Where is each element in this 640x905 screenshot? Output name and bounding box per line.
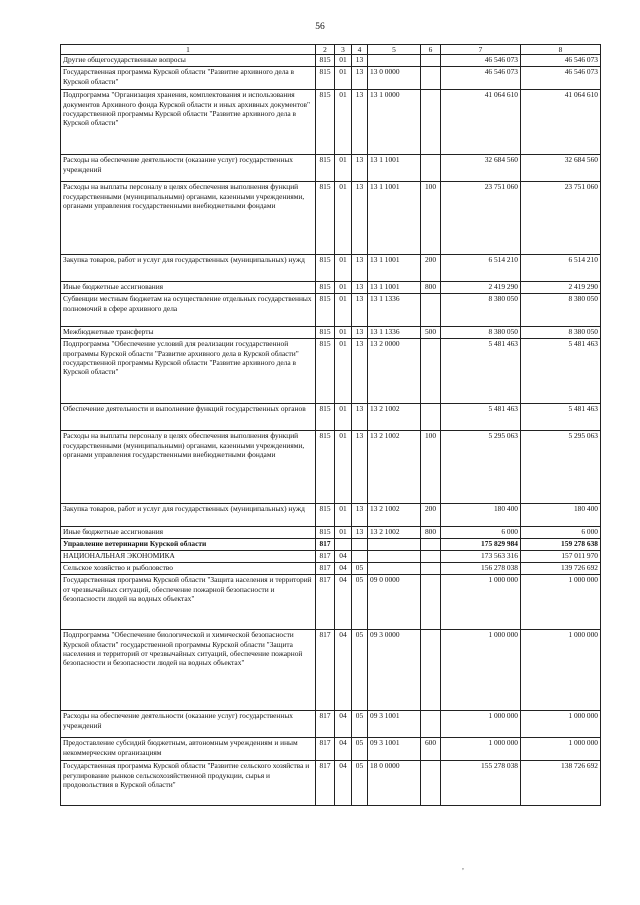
cell-target: 13 0 0000 <box>368 67 421 90</box>
cell-section: 04 <box>335 551 352 563</box>
cell-expense: 600 <box>421 738 441 761</box>
cell-amount2: 41 064 610 <box>521 90 601 155</box>
cell-subsection: 05 <box>352 761 368 806</box>
table-row <box>61 294 601 327</box>
cell-target: 13 2 1002 <box>368 527 421 539</box>
cell-code: 817 <box>316 761 335 806</box>
cell-target: 13 1 1336 <box>368 294 421 327</box>
cell-expense <box>421 563 441 575</box>
cell-expense <box>421 339 441 404</box>
cell-target: 09 3 1001 <box>368 738 421 761</box>
cell-expense <box>421 575 441 630</box>
cell-expense <box>421 711 441 738</box>
cell-amount2: 180 400 <box>521 504 601 527</box>
cell-amount1: 155 278 038 <box>441 761 521 806</box>
table-row <box>61 282 601 294</box>
cell-amount2: 1 000 000 <box>521 575 601 630</box>
header-cell-section: 3 <box>335 45 352 55</box>
budget-table <box>60 44 601 806</box>
cell-target: 09 3 1001 <box>368 711 421 738</box>
table-header-row <box>61 45 601 55</box>
table-row <box>61 431 601 504</box>
cell-section: 01 <box>335 504 352 527</box>
cell-subsection <box>352 551 368 563</box>
cell-target: 13 2 1002 <box>368 504 421 527</box>
cell-subsection: 13 <box>352 339 368 404</box>
cell-amount2: 6 000 <box>521 527 601 539</box>
cell-subsection: 13 <box>352 527 368 539</box>
cell-amount2: 5 295 063 <box>521 431 601 504</box>
cell-code: 815 <box>316 255 335 282</box>
cell-subsection: 13 <box>352 55 368 67</box>
cell-amount2: 1 000 000 <box>521 630 601 711</box>
cell-amount2: 46 546 073 <box>521 67 601 90</box>
table-row <box>61 551 601 563</box>
cell-code: 815 <box>316 504 335 527</box>
cell-code: 817 <box>316 539 335 551</box>
cell-amount2: 138 726 692 <box>521 761 601 806</box>
cell-amount2: 32 684 560 <box>521 155 601 182</box>
cell-name: Расходы на выплаты персоналу в целях обеспечения выполнения функций государственными (муниципальными) органами, казенными учреждениями, органами управления государственными внебюджетными фондами <box>61 431 316 504</box>
cell-expense: 800 <box>421 527 441 539</box>
table-row <box>61 339 601 404</box>
cell-target: 09 0 0000 <box>368 575 421 630</box>
cell-target: 13 1 1001 <box>368 255 421 282</box>
cell-code: 815 <box>316 339 335 404</box>
cell-name: Государственная программа Курской области "Развитие сельского хозяйства и регулирование рынков сельскохозяйственной продукции, сырья и продовольствия в Курской области" <box>61 761 316 806</box>
cell-amount1: 5 481 463 <box>441 339 521 404</box>
cell-amount1: 46 546 073 <box>441 67 521 90</box>
cell-amount2: 5 481 463 <box>521 339 601 404</box>
cell-code: 817 <box>316 551 335 563</box>
cell-subsection <box>352 539 368 551</box>
cell-code: 815 <box>316 90 335 155</box>
cell-amount2: 139 726 692 <box>521 563 601 575</box>
cell-name: Другие общегосударственные вопросы <box>61 55 316 67</box>
cell-expense: 500 <box>421 327 441 339</box>
cell-subsection: 05 <box>352 630 368 711</box>
cell-amount1: 1 000 000 <box>441 711 521 738</box>
header-cell-name: 1 <box>61 45 316 55</box>
cell-section: 04 <box>335 761 352 806</box>
cell-subsection: 13 <box>352 182 368 255</box>
table-row <box>61 67 601 90</box>
table-row <box>61 327 601 339</box>
cell-section: 01 <box>335 55 352 67</box>
cell-amount2: 1 000 000 <box>521 711 601 738</box>
cell-code: 815 <box>316 527 335 539</box>
cell-amount2: 46 546 073 <box>521 55 601 67</box>
cell-name: Иные бюджетные ассигнования <box>61 527 316 539</box>
cell-amount1: 180 400 <box>441 504 521 527</box>
cell-name: Государственная программа Курской области "Развитие архивного дела в Курской области" <box>61 67 316 90</box>
cell-expense <box>421 551 441 563</box>
cell-section: 01 <box>335 255 352 282</box>
cell-amount1: 8 380 050 <box>441 327 521 339</box>
cell-section: 01 <box>335 182 352 255</box>
cell-amount2: 8 380 050 <box>521 327 601 339</box>
cell-name: Подпрограмма "Обеспечение условий для реализации государственной программы Курской области "Развитие архивного дела в Курской области" государственной программы Курской области "Развитие архивного дела в Курской области" <box>61 339 316 404</box>
cell-amount2: 8 380 050 <box>521 294 601 327</box>
cell-name: Субвенции местным бюджетам на осуществление отдельных государственных полномочий в сфере архивного дела <box>61 294 316 327</box>
cell-amount1: 173 563 316 <box>441 551 521 563</box>
cell-section: 01 <box>335 67 352 90</box>
cell-code: 815 <box>316 55 335 67</box>
cell-expense: 100 <box>421 431 441 504</box>
cell-code: 815 <box>316 282 335 294</box>
cell-amount2: 157 011 970 <box>521 551 601 563</box>
cell-subsection: 13 <box>352 282 368 294</box>
cell-target: 13 2 0000 <box>368 339 421 404</box>
cell-amount2: 159 278 638 <box>521 539 601 551</box>
page-number: 56 <box>315 22 325 32</box>
table-row <box>61 527 601 539</box>
cell-amount2: 2 419 290 <box>521 282 601 294</box>
table-row <box>61 563 601 575</box>
cell-code: 817 <box>316 711 335 738</box>
table-body <box>61 55 601 806</box>
cell-subsection: 13 <box>352 504 368 527</box>
cell-target: 13 1 0000 <box>368 90 421 155</box>
cell-code: 815 <box>316 404 335 431</box>
cell-name: Межбюджетные трансферты <box>61 327 316 339</box>
cell-name: Расходы на обеспечение деятельности (оказание услуг) государственных учреждений <box>61 155 316 182</box>
cell-subsection: 05 <box>352 563 368 575</box>
cell-code: 817 <box>316 630 335 711</box>
cell-expense <box>421 294 441 327</box>
cell-code: 815 <box>316 327 335 339</box>
cell-code: 815 <box>316 67 335 90</box>
cell-expense <box>421 630 441 711</box>
cell-amount1: 1 000 000 <box>441 630 521 711</box>
cell-amount1: 5 295 063 <box>441 431 521 504</box>
cell-target: 13 2 1002 <box>368 404 421 431</box>
cell-section: 01 <box>335 339 352 404</box>
cell-target: 18 0 0000 <box>368 761 421 806</box>
cell-amount2: 23 751 060 <box>521 182 601 255</box>
cell-amount1: 1 000 000 <box>441 575 521 630</box>
cell-amount1: 46 546 073 <box>441 55 521 67</box>
footer-mark: , <box>462 862 464 871</box>
cell-expense <box>421 761 441 806</box>
cell-amount1: 1 000 000 <box>441 738 521 761</box>
cell-name: Предоставление субсидий бюджетным, автономным учреждениям и иным некоммерческим организациям <box>61 738 316 761</box>
cell-expense <box>421 155 441 182</box>
cell-target <box>368 539 421 551</box>
cell-expense <box>421 67 441 90</box>
cell-amount1: 8 380 050 <box>441 294 521 327</box>
cell-name: Сельское хозяйство и рыболовство <box>61 563 316 575</box>
header-cell-amount1: 7 <box>441 45 521 55</box>
cell-amount2: 5 481 463 <box>521 404 601 431</box>
cell-code: 815 <box>316 155 335 182</box>
cell-name: Обеспечение деятельности и выполнение функций государственных органов <box>61 404 316 431</box>
cell-section: 04 <box>335 711 352 738</box>
cell-name: Закупка товаров, работ и услуг для государственных (муниципальных) нужд <box>61 255 316 282</box>
cell-expense: 200 <box>421 255 441 282</box>
cell-subsection: 13 <box>352 67 368 90</box>
cell-expense <box>421 404 441 431</box>
cell-code: 815 <box>316 294 335 327</box>
table-row <box>61 504 601 527</box>
cell-subsection: 13 <box>352 294 368 327</box>
cell-section: 01 <box>335 294 352 327</box>
cell-expense <box>421 539 441 551</box>
cell-code: 817 <box>316 575 335 630</box>
cell-code: 815 <box>316 182 335 255</box>
cell-name: Расходы на обеспечение деятельности (оказание услуг) государственных учреждений <box>61 711 316 738</box>
header-cell-target: 5 <box>368 45 421 55</box>
cell-name: Подпрограмма "Обеспечение биологической и химической безопасности Курской области" государственной программы Курской области "Защита населения и территорий от чрезвычайных ситуаций, обеспечение пожарной безопасности и безопасности людей на водных объектах" <box>61 630 316 711</box>
table-row <box>61 55 601 67</box>
cell-target: 13 1 1001 <box>368 182 421 255</box>
table-row <box>61 711 601 738</box>
cell-amount1: 41 064 610 <box>441 90 521 155</box>
cell-expense <box>421 55 441 67</box>
cell-section: 04 <box>335 630 352 711</box>
cell-subsection: 13 <box>352 404 368 431</box>
table-row <box>61 761 601 806</box>
cell-subsection: 05 <box>352 575 368 630</box>
cell-target <box>368 563 421 575</box>
cell-amount2: 6 514 210 <box>521 255 601 282</box>
cell-section: 01 <box>335 527 352 539</box>
header-cell-subsection: 4 <box>352 45 368 55</box>
cell-subsection: 13 <box>352 327 368 339</box>
cell-code: 817 <box>316 738 335 761</box>
table-row <box>61 90 601 155</box>
cell-code: 815 <box>316 431 335 504</box>
cell-section: 01 <box>335 431 352 504</box>
cell-amount1: 32 684 560 <box>441 155 521 182</box>
cell-name: НАЦИОНАЛЬНАЯ ЭКОНОМИКА <box>61 551 316 563</box>
cell-section: 01 <box>335 90 352 155</box>
cell-name: Закупка товаров, работ и услуг для государственных (муниципальных) нужд <box>61 504 316 527</box>
table-row <box>61 182 601 255</box>
cell-amount1: 156 278 038 <box>441 563 521 575</box>
cell-amount1: 6 000 <box>441 527 521 539</box>
cell-section: 01 <box>335 155 352 182</box>
cell-target: 13 2 1002 <box>368 431 421 504</box>
cell-subsection: 05 <box>352 711 368 738</box>
cell-target: 09 3 0000 <box>368 630 421 711</box>
cell-section: 01 <box>335 404 352 431</box>
table-row <box>61 155 601 182</box>
header-cell-expense: 6 <box>421 45 441 55</box>
cell-section: 01 <box>335 327 352 339</box>
cell-subsection: 05 <box>352 738 368 761</box>
cell-subsection: 13 <box>352 90 368 155</box>
cell-target: 13 1 1001 <box>368 282 421 294</box>
cell-section: 01 <box>335 282 352 294</box>
cell-section <box>335 539 352 551</box>
cell-amount1: 23 751 060 <box>441 182 521 255</box>
cell-amount1: 2 419 290 <box>441 282 521 294</box>
cell-name: Управление ветеринарии Курской области <box>61 539 316 551</box>
cell-amount1: 175 829 984 <box>441 539 521 551</box>
cell-amount1: 6 514 210 <box>441 255 521 282</box>
cell-code: 817 <box>316 563 335 575</box>
cell-name: Иные бюджетные ассигнования <box>61 282 316 294</box>
cell-expense: 800 <box>421 282 441 294</box>
cell-subsection: 13 <box>352 431 368 504</box>
cell-amount1: 5 481 463 <box>441 404 521 431</box>
table-row <box>61 255 601 282</box>
cell-section: 04 <box>335 738 352 761</box>
cell-name: Расходы на выплаты персоналу в целях обеспечения выполнения функций государственными (муниципальными) органами, казенными учреждениями, органами управления государственными внебюджетными фондами <box>61 182 316 255</box>
header-cell-code: 2 <box>316 45 335 55</box>
cell-section: 04 <box>335 563 352 575</box>
table-row <box>61 404 601 431</box>
cell-subsection: 13 <box>352 255 368 282</box>
table-row <box>61 575 601 630</box>
header-cell-amount2: 8 <box>521 45 601 55</box>
cell-expense: 100 <box>421 182 441 255</box>
cell-name: Государственная программа Курской области "Защита населения и территорий от чрезвычайных ситуаций, обеспечение пожарной безопасности и безопасности людей на водных объектах" <box>61 575 316 630</box>
table-row <box>61 738 601 761</box>
cell-expense <box>421 90 441 155</box>
cell-subsection: 13 <box>352 155 368 182</box>
cell-target <box>368 55 421 67</box>
table-row <box>61 539 601 551</box>
cell-expense: 200 <box>421 504 441 527</box>
cell-target <box>368 551 421 563</box>
cell-section: 04 <box>335 575 352 630</box>
cell-amount2: 1 000 000 <box>521 738 601 761</box>
cell-target: 13 1 1001 <box>368 155 421 182</box>
table-row <box>61 630 601 711</box>
cell-target: 13 1 1336 <box>368 327 421 339</box>
cell-name: Подпрограмма "Организация хранения, комплектования и использования документов Архивного фонда Курской области и иных архивных документов" государственной программы Курской области "Развитие архивного дела в Курской области" <box>61 90 316 155</box>
